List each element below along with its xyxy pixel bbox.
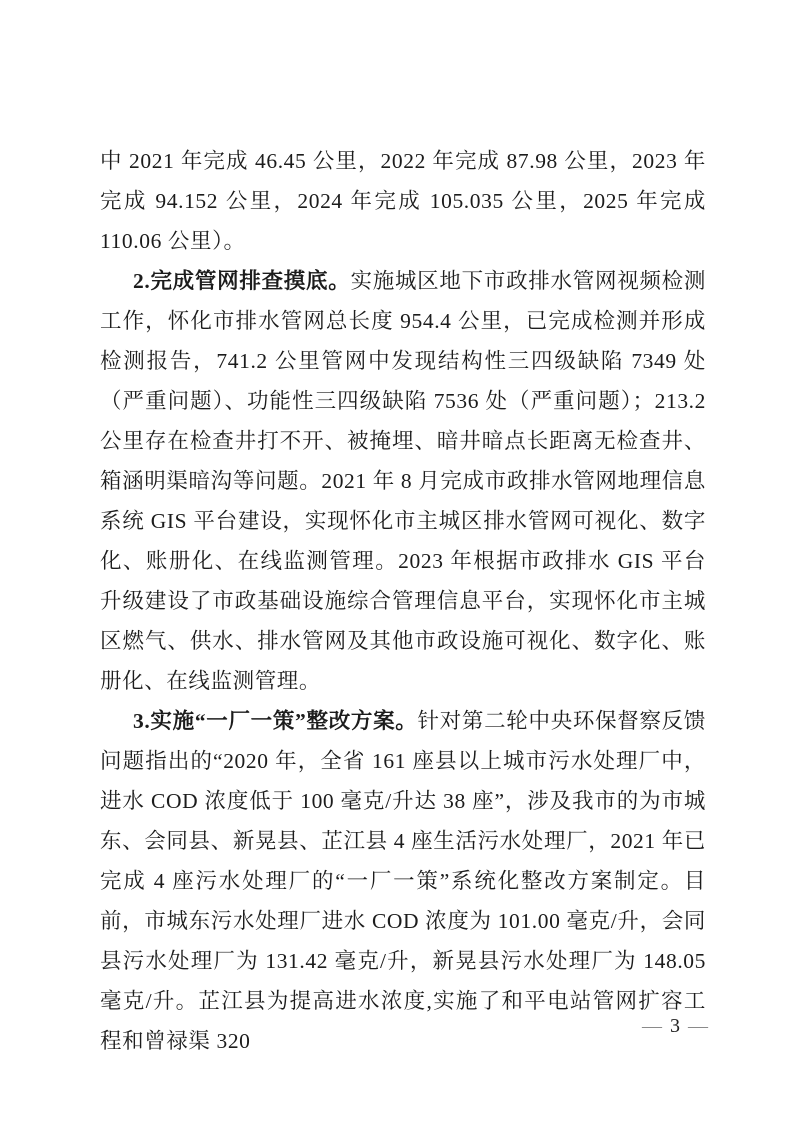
page-number-dash-right: — [688,1015,709,1037]
paragraph-item-2 [100,261,706,701]
page-number [642,1013,709,1039]
paragraph-lead: 2.完成管网排查摸底。 [133,269,351,293]
paragraph-continuation [100,141,706,261]
text-block [100,141,706,1061]
paragraph-body: 针对第二轮中央环保督察反馈问题指出的“2020 年，全省 161 座县以上城市污水处理厂中，进水 COD 浓度低于 100 毫克/升达 38 座”，涉及我市的为市城东、会同县、新晃县、芷江县 4 座生活污水处理厂，2021 年已完成 4 座污水处理厂的“一厂一策”系统化整改方案制定。目前，市城东污水处理厂进水 COD 浓度为 101.00 毫克/升，会同县污水处理厂为 131.42 毫克/升，新晃县污水处理厂为 148.05 毫克/升。芷江县为提高进水浓度,实施了和平电站管网扩容工程和曾禄渠 320 [100,709,706,1053]
paragraph-lead: 3.实施“一厂一策”整改方案。 [133,709,418,733]
paragraph-item-3 [100,701,706,1061]
paragraph-body: 中 2021 年完成 46.45 公里，2022 年完成 87.98 公里，2023 年完成 94.152 公里，2024 年完成 105.035 公里，2025 年完成 110.06 公里）。 [100,149,706,253]
page-number-dash-left: — [642,1015,663,1037]
page-number-value: 3 [670,1015,681,1037]
paragraph-body: 实施城区地下市政排水管网视频检测工作，怀化市排水管网总长度 954.4 公里，已完成检测并形成检测报告，741.2 公里管网中发现结构性三四级缺陷 7349 处（严重问题）、功能性三四级缺陷 7536 处（严重问题）；213.2 公里存在检查井打不开、被掩埋、暗井暗点长距离无检查井、箱涵明渠暗沟等问题。2021 年 8 月完成市政排水管网地理信息系统 GIS 平台建设，实现怀化市主城区排水管网可视化、数字化、账册化、在线监测管理。2023 年根据市政排水 GIS 平台升级建设了市政基础设施综合管理信息平台，实现怀化市主城区燃气、供水、排水管网及其他市政设施可视化、数字化、账册化、在线监测管理。 [100,269,706,693]
